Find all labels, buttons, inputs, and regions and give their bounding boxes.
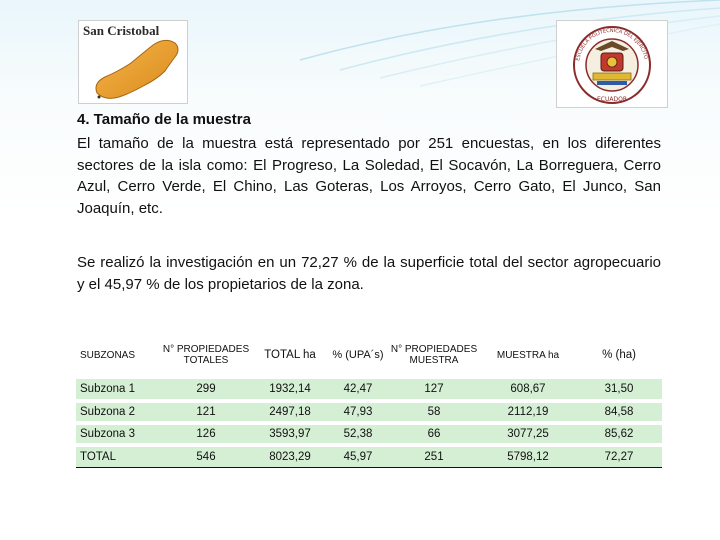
- table-cell: 47,93: [328, 401, 388, 423]
- table-cell: Subzona 3: [76, 423, 160, 445]
- table-cell: 546: [160, 445, 252, 467]
- table-cell: 8023,29: [252, 445, 328, 467]
- table-cell: 31,50: [576, 379, 662, 401]
- table-cell: TOTAL: [76, 445, 160, 467]
- table-cell: Subzona 1: [76, 379, 160, 401]
- table-row: [76, 401, 662, 423]
- espe-seal-logo: [556, 20, 668, 108]
- paragraph-research-coverage: Se realizó la investigación en un 72,27 % de la superficie total del sector agropecuario y el 45,97 % de los propietarios de la zona.: [77, 254, 661, 293]
- logo-title: San Cristobal: [83, 23, 160, 38]
- table-cell: 127: [388, 379, 480, 401]
- table-cell: 126: [160, 423, 252, 445]
- table-cell: 299: [160, 379, 252, 401]
- table-cell: 2497,18: [252, 401, 328, 423]
- paragraph-sample-size: El tamaño de la muestra está representado por 251 encuestas, en los diferentes sectores de la isla como: El Progreso, La Soledad, El Socavón, La Borreguera, Cerro Azul, Cerro Verde, El Chino, Las Goteras, Los Arroyos, Cerro Gato, El Junco, San Joaquín, etc.: [77, 135, 661, 217]
- table-cell: 1932,14: [252, 379, 328, 401]
- table-header-cell: N° PROPIEDADES MUESTRA: [390, 344, 478, 366]
- table-cell: 85,62: [576, 423, 662, 445]
- table-header-cell: MUESTRA ha: [496, 349, 560, 361]
- seal-ring-top-text: ESCUELA POLITECNICA DEL EJERCITO: [575, 27, 649, 62]
- table-cell: 608,67: [480, 379, 576, 401]
- seal-ring-bottom-text: ECUADOR: [597, 96, 627, 103]
- table-row: [76, 423, 662, 445]
- table-row: [76, 379, 662, 401]
- table-header-cell: % (UPA´s): [332, 349, 384, 361]
- table-header-cell: SUBZONAS: [80, 349, 136, 361]
- table-total-row: [76, 445, 662, 467]
- section-heading: 4. Tamaño de la muestra: [77, 111, 251, 128]
- table-cell: 84,58: [576, 401, 662, 423]
- table-cell: 3593,97: [252, 423, 328, 445]
- table-cell: 52,38: [328, 423, 388, 445]
- table-header-cell: TOTAL ha: [264, 349, 316, 361]
- table-cell: 251: [388, 445, 480, 467]
- table-cell: Subzona 2: [76, 401, 160, 423]
- table-cell: 5798,12: [480, 445, 576, 467]
- table-cell: 42,47: [328, 379, 388, 401]
- table-cell: 58: [388, 401, 480, 423]
- table-cell: 121: [160, 401, 252, 423]
- table-cell: 2112,19: [480, 401, 576, 423]
- table-cell: 72,27: [576, 445, 662, 467]
- table-header-row: [76, 331, 662, 379]
- sample-table: [76, 331, 662, 468]
- san-cristobal-logo: [78, 20, 188, 104]
- table-header-cell: N° PROPIEDADES TOTALES: [162, 344, 250, 366]
- table-cell: 45,97: [328, 445, 388, 467]
- island-map-icon: [79, 21, 187, 103]
- table-cell: 66: [388, 423, 480, 445]
- table-cell: 3077,25: [480, 423, 576, 445]
- table-header-cell: % (ha): [602, 349, 636, 361]
- seal-emblem-icon: [557, 21, 667, 107]
